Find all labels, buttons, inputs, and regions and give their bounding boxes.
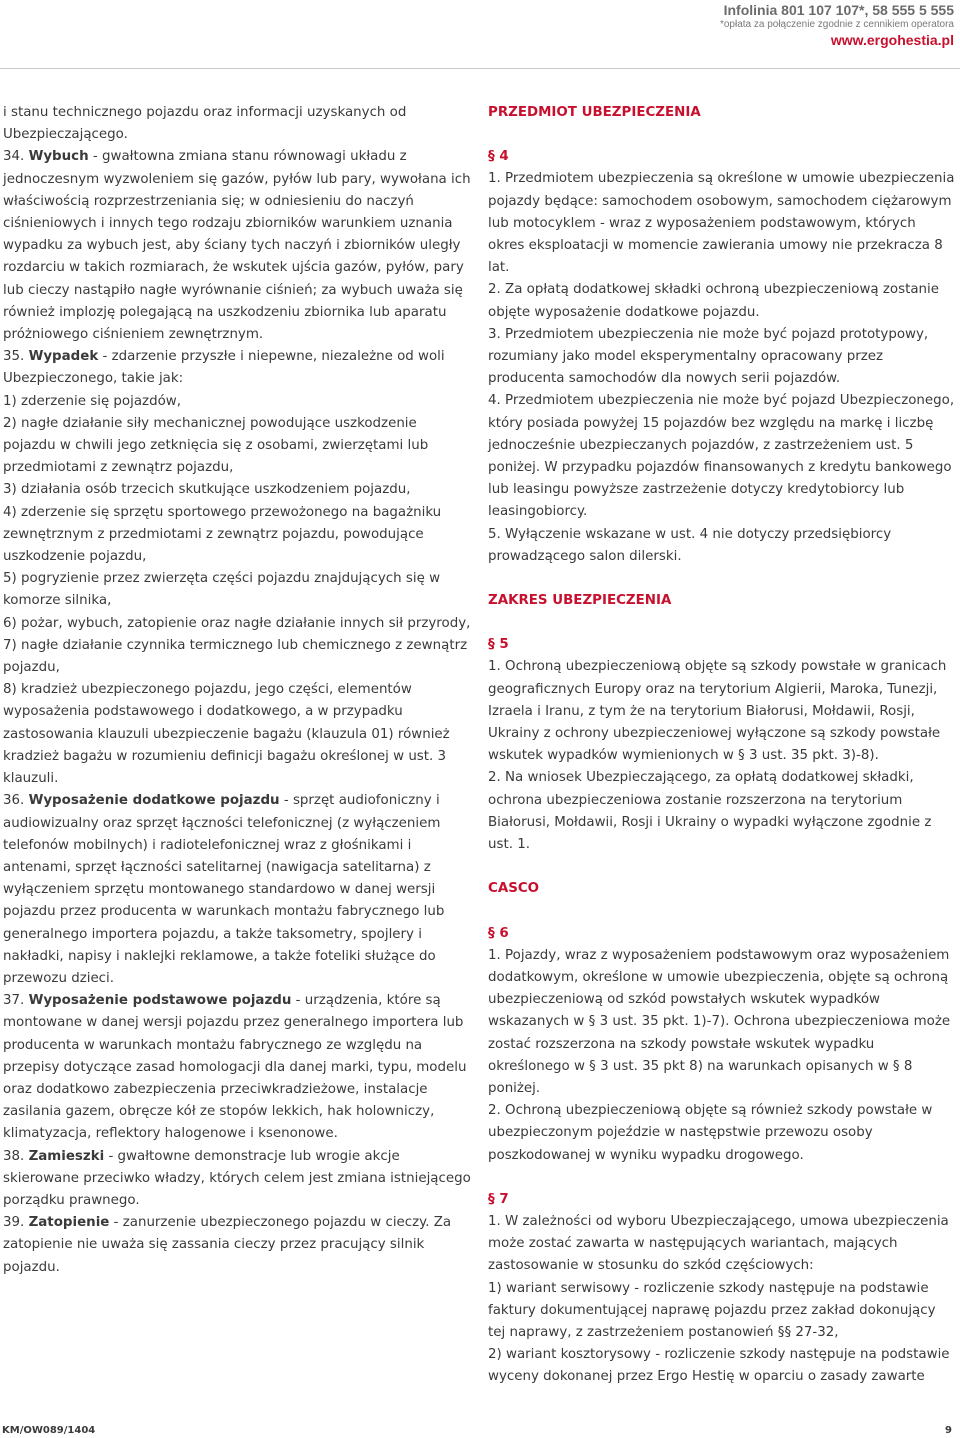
list-item: 7) nagłe działanie czynnika termicznego lub chemicznego z zewnątrz pojazdu, <box>3 637 468 676</box>
section-heading-casco: CASCO <box>488 881 540 897</box>
list-item: 1. Przedmiotem ubezpieczenia są określone w umowie ubezpieczenia pojazdy będące: samochodem osobowym, samochodem ciężarowym lub motocyklem - wraz z wyposażeniem podstawowym, których okres eksploatacji w momencie zawierania umowy nie przekracza 8 lat. <box>488 171 955 276</box>
list-item: 2. Za opłatą dodatkowej składki ochroną ubezpieczeniową zostanie objęte wyposażenie dodatkowe pojazdu. <box>488 282 939 320</box>
list-item: 2. Na wniosek Ubezpieczającego, za opłatą dodatkowej składki, ochrona ubezpieczeniowa zostanie rozszerzona na terytorium Białorusi, Mołdawii, Rosji i Ukrainy o wypadki wyłączone zgodnie z ust. 1. <box>488 770 932 853</box>
document-code: KM/OW089/1404 <box>2 1425 96 1436</box>
paragraph-continuation: i stanu technicznego pojazdu oraz informacji uzyskanych od Ubezpieczającego. <box>3 105 407 143</box>
list-item: 1. Ochroną ubezpieczeniową objęte są szkody powstałe w granicach geograficznych Europy oraz na terytorium Algierii, Maroka, Tunezji, Izraela i Iranu, z tym że na terytorium Białorusi, Mołdawii, Rosji, Ukrainy z ochrony ubezpieczeniowej wyłączone są szkody powstałe wskutek wypadków wymienionych w § 3 ust. 35 pkt. 3)-8). <box>488 659 947 764</box>
list-item: 5. Wyłączenie wskazane w ust. 4 nie dotyczy przedsiębiorcy prowadzącego salon dilerski. <box>488 526 892 564</box>
list-item: 2) wariant kosztorysowy - rozliczenie szkody następuje na podstawie wyceny dokonanej przez Ergo Hestię w oparciu o zasady zawarte <box>488 1347 950 1385</box>
paragraph-heading-6: § 6 <box>488 925 509 941</box>
header-divider <box>0 68 960 69</box>
definition-37: 37. Wyposażenie podstawowe pojazdu - urządzenia, które są montowane w danej wersji pojazdu przez generalnego importera lub producenta w warunkach montażu fabrycznego ze względu na przepisy dotyczące zasad homologacji dla danej marki, typu, modelu oraz dodatkowo zabezpieczenia przeciwkradzieżowe, instalacje zasilania gazem, obręcze kół ze stopów lekkich, hak holowniczy, klimatyzacja, reflektory halogenowe i ksenonowe. <box>3 993 467 1142</box>
list-item: 4) zderzenie się sprzętu sportowego przewożonego na bagażniku zewnętrznym z przedmiotami z zewnątrz pojazdu, powodujące uszkodzenie pojazdu, <box>3 504 442 565</box>
list-item: 2) nagłe działanie siły mechanicznej powodujące uszkodzenie pojazdu w chwili jego zetknięcia się z osobami, zwierzętami lub przedmiotami z zewnątrz pojazdu, <box>3 415 429 476</box>
term-wyposazenie-podstawowe: Wyposażenie podstawowe pojazdu <box>28 993 292 1009</box>
list-item: 1. Pojazdy, wraz z wyposażeniem podstawowym oraz wyposażeniem dodatkowym, określone w umowie ubezpieczenia, objęte są ochroną ubezpieczeniową od szkód powstałych wskutek wypadków wskazanych w § 3 ust. 35 pkt. 1)-7). Ochrona ubezpieczeniowa może zostać rozszerzona na szkody powstałe wskutek wypadku określonego w § 3 ust. 35 pkt 8) na warunkach opisanych w § 8 poniżej. <box>488 947 951 1096</box>
list-item: 6) pożar, wybuch, zatopienie oraz nagłe działanie innych sił przyrody, <box>3 615 471 631</box>
list-item: 4. Przedmiotem ubezpieczenia nie może być pojazd Ubezpieczonego, który posiada powyżej 15 pojazdów bez względu na markę i liczbę jednocześnie ubezpieczanych pojazdów, z zastrzeżeniem ust. 5 poniżej. W przypadku pojazdów finansowanych z kredytu bankowego lub leasingu powyższe zastrzeżenie dotyczy kredytobiorcy lub leasingobiorcy. <box>488 393 955 520</box>
section-heading-zakres: ZAKRES UBEZPIECZENIA <box>488 593 672 609</box>
list-item: 5) pogryzienie przez zwierzęta części pojazdu znajdujących się w komorze silnika, <box>3 571 441 609</box>
paragraph-heading-4: § 4 <box>488 149 509 165</box>
left-column <box>3 102 473 1279</box>
paragraph-heading-5: § 5 <box>488 637 509 653</box>
term-wyposazenie-dodatkowe: Wyposażenie dodatkowe pojazdu <box>28 793 280 809</box>
website-link[interactable]: www.ergohestia.pl <box>830 32 954 48</box>
list-item: 1. W zależności od wyboru Ubezpieczającego, umowa ubezpieczenia może zostać zawarta w następujących wariantach, mających zastosowanie w stosunku do szkód częściowych: <box>488 1213 949 1274</box>
paragraph-heading-7: § 7 <box>488 1191 509 1207</box>
page-number: 9 <box>945 1425 952 1436</box>
list-item: 2. Ochroną ubezpieczeniową objęte są również szkody powstałe w ubezpieczonym pojeździe w następstwie przewozu osoby poszkodowanej w wyniku wypadku drogowego. <box>488 1103 933 1163</box>
definition-38: 38. Zamieszki - gwałtowne demonstracje lub wrogie akcje skierowane przeciwko władzy, których celem jest zmiana istniejącego porządku prawnego. <box>3 1148 471 1208</box>
term-zatopienie: Zatopienie <box>28 1215 110 1231</box>
page-header <box>720 2 954 49</box>
definition-35: 35. Wypadek - zdarzenie przyszłe i niepewne, niezależne od woli Ubezpieczonego, takie jak: <box>3 349 445 387</box>
term-wybuch: Wybuch <box>28 149 89 165</box>
list-item: 8) kradzież ubezpieczonego pojazdu, jego części, elementów wyposażenia podstawowego i dodatkowego, a w przypadku zastosowania klauzuli ubezpieczenie bagażu (klauzula 01) również kradzież bagażu w rozumieniu definicji bagażu określonej w ust. 3 klauzuli. <box>3 682 450 787</box>
hotline-note: *opłata za połączenie zgodnie z cennikiem operatora <box>719 19 954 30</box>
hotline-text: Infolinia 801 107 107*, 58 555 5 555 <box>723 2 954 18</box>
list-item: 1) zderzenie się pojazdów, <box>3 393 181 409</box>
list-item: 3) działania osób trzecich skutkujące uszkodzeniem pojazdu, <box>3 482 411 498</box>
term-zamieszki: Zamieszki <box>28 1148 105 1164</box>
right-column <box>488 102 956 1389</box>
definition-36: 36. Wyposażenie dodatkowe pojazdu - sprzęt audiofoniczny i audiowizualny oraz sprzęt łączności telefonicznej (z wyłączeniem telefonów mobilnych) i radiotelefonicznej wraz z głośnikami i antenami, sprzęt łączności satelitarnej (nawigacja satelitarna) z wyłączeniem sprzętu montowanego standardowo w danej wersji pojazdu przez producenta w warunkach montażu fabrycznego lub generalnego importera pojazdu, a także taksometry, spojlery i nakładki, napisy i naklejki reklamowe, a także foteliki służące do przewozu dzieci. <box>3 793 445 986</box>
term-wypadek: Wypadek <box>28 349 99 365</box>
definition-34: 34. Wybuch - gwałtowna zmiana stanu równowagi układu z jednoczesnym wyzwoleniem się gazów, pyłów lub pary, wywołana ich właściwością rozprzestrzeniania się; w odniesieniu do naczyń ciśnieniowych i innych tego rodzaju zbiorników warunkiem uznania wypadku za wybuch jest, aby ściany tych naczyń i zbiorników uległy rozdarciu w takich rozmiarach, że wskutek ujścia gazów, pyłów, pary lub cieczy nastąpiło nagłe wyrównanie ciśnień; za wybuch uważa się również implozję polegającą na uszkodzeniu zbiornika lub aparatu próżniowego ciśnieniem zewnętrznym. <box>3 149 471 343</box>
section-heading-przedmiot: PRZEDMIOT UBEZPIECZENIA <box>488 105 701 120</box>
definition-39: 39. Zatopienie - zanurzenie ubezpieczonego pojazdu w cieczy. Za zatopienie nie uważa się zassania cieczy przez pracujący silnik pojazdu. <box>3 1215 452 1275</box>
list-item: 1) wariant serwisowy - rozliczenie szkody następuje na podstawie faktury dokumentującej naprawę pojazdu przez zakład dokonujący tej naprawy, z zastrzeżeniem postanowień §§ 27-32, <box>488 1280 936 1340</box>
list-item: 3. Przedmiotem ubezpieczenia nie może być pojazd prototypowy, rozumiany jako model eksperymentalny opracowany przez producenta samochodów dla nowych serii pojazdów. <box>488 326 929 387</box>
